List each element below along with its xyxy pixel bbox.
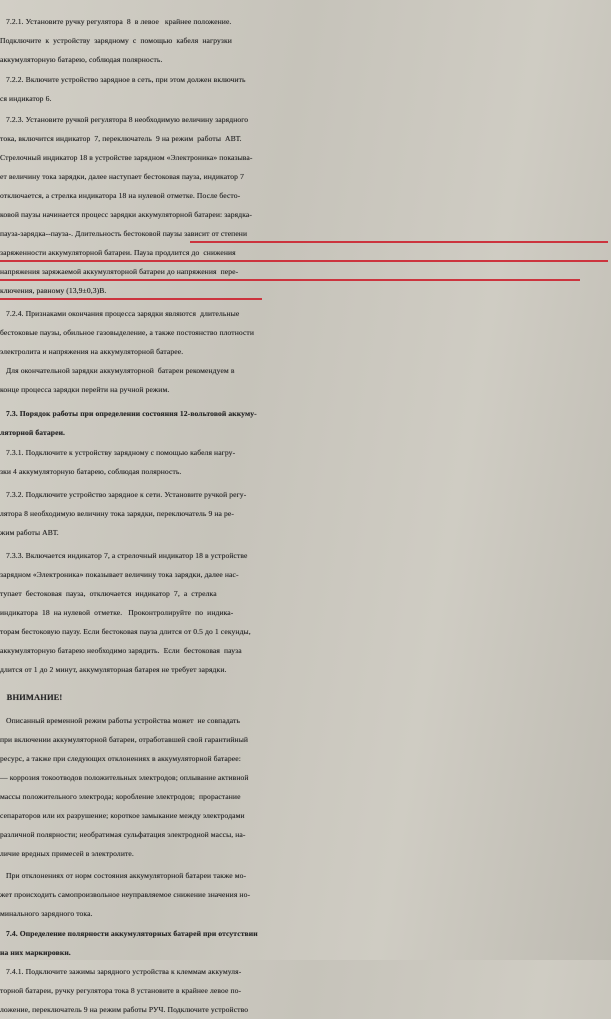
text-line: Стрелочный индикатор 18 в устройстве зарядном «Электроника» показыва- — [0, 153, 253, 162]
text-line: жет происходить самопроизвольное неуправляемое снижение значения но- — [0, 890, 251, 899]
text-line: различной полярности; необратимая сульфатация электродной массы, на- — [0, 830, 246, 839]
text-line: лятора 8 необходимую величину тока зарядки, переключатель 9 на ре- — [0, 509, 235, 518]
text-line: ложение, переключатель 9 на режим работы РУЧ. Подключите устройство — [0, 1005, 249, 1014]
text-line: Подключите к устройству зарядному с помощью кабеля нагрузки — [0, 36, 232, 45]
text-line: пауза-зарядка--пауза-. Длительность бестоковой паузы зависит от степени — [0, 229, 248, 238]
text-line: 7.2.1. Установите ручку регулятора 8 в левое крайнее положение. — [0, 17, 232, 26]
heading-line: 7.3. Порядок работы при определении состояния 12-вольтовой аккуму- — [0, 409, 257, 418]
text-line: ет величину тока зарядки, далее наступает бестоковая пауза, индикатор 7 — [0, 172, 244, 181]
text-line: электролита и напряжения на аккумуляторной батарее. — [0, 347, 184, 356]
text-line: ковой паузы начинается процесс зарядки аккумуляторной батареи: зарядка- — [0, 210, 253, 219]
text-line: 7.4.1. Подключите зажимы зарядного устройства к клеммам аккумуля- — [0, 967, 242, 976]
text-line: массы положительного электрода; коробление электродов; прорастание — [0, 792, 241, 801]
text-line: конце процесса зарядки перейти на ручной режим. — [0, 385, 170, 394]
text-line: 7.2.3. Установите ручкой регулятора 8 необходимую величину зарядного — [0, 115, 249, 124]
text-line: сепараторов или их разрушение; короткое замыкание между электродами — [0, 811, 245, 820]
text-line: Для окончательной зарядки аккумуляторной батареи рекомендуем в — [0, 366, 235, 375]
text-line: ся индикатор 6. — [0, 94, 52, 103]
text-line: — коррозия токоотводов положительных электродов; оплывание активной — [0, 773, 249, 782]
attention-heading: ВНИМАНИЕ! — [0, 692, 63, 702]
text-line: отключается, а стрелка индикатора 18 на нулевой отметке. После бесто- — [0, 191, 241, 200]
text-line: тупает бестоковая пауза, отключается индикатор 7, а стрелка — [0, 589, 217, 598]
text-line: ключения, равному (13,9±0,3)В. — [0, 286, 107, 295]
text-line: аккумуляторную батарею, соблюдая полярность. — [0, 55, 163, 64]
text-line: жим работы АВТ. — [0, 528, 59, 537]
text-line: 7.2.2. Включите устройство зарядное в сеть, при этом должен включить — [0, 75, 246, 84]
text-line: тока, включится индикатор 7, переключатель 9 на режим работы АВТ. — [0, 134, 242, 143]
text-line: личие вредных примесей в электролите. — [0, 849, 134, 858]
text-line: зарядном «Электроника» показывает величину тока зарядки, далее нас- — [0, 570, 239, 579]
text-line: 7.3.1. Подключите к устройству зарядному с помощью кабеля нагру- — [0, 448, 236, 457]
text-line: 7.3.3. Включается индикатор 7, а стрелочный индикатор 18 в устройстве — [0, 551, 248, 560]
text-line: заряженности аккумуляторной батареи. Пауза продлится до снижения — [0, 248, 236, 257]
text-line: зки 4 аккумуляторную батарею, соблюдая полярность. — [0, 467, 182, 476]
text-line: длится от 1 до 2 минут, аккумуляторная батарея не требует зарядки. — [0, 665, 227, 674]
text-line: аккумуляторную батарею необходимо зарядить. Если бестоковая пауза — [0, 646, 242, 655]
heading-line: на них маркировки. — [0, 948, 71, 957]
text-line: бестоковые паузы, обильное газовыделение, а также постоянство плотности — [0, 328, 255, 337]
text-line: торной батареи, ручку регулятора тока 8 установите в крайнее левое по- — [0, 986, 242, 995]
text-line: 7.3.2. Подключите устройство зарядное к сети. Установите ручкой регу- — [0, 490, 247, 499]
text-line: напряжения заряжаемой аккумуляторной батареи до напряжения пере- — [0, 267, 239, 276]
text-line: ресурс, а также при следующих отклонениях в аккумуляторной батарее: — [0, 754, 241, 763]
text-line: 7.2.4. Признаками окончания процесса зарядки являются длительные — [0, 309, 240, 318]
text-line: торам бестоковую паузу. Если бестоковая пауза длится от 0.5 до 1 секунды, — [0, 627, 251, 636]
heading-line: ляторной батареи. — [0, 428, 66, 437]
text-line: При отклонениях от норм состояния аккумуляторной батареи также мо- — [0, 871, 247, 880]
text-line: минального зарядного тока. — [0, 909, 93, 918]
text-line: при включении аккумуляторной батареи, отработавшей свой гарантийный — [0, 735, 249, 744]
text-line: Описанный временной режим работы устройства может не совпадать — [0, 716, 241, 725]
text-line: индикатора 18 на нулевой отметке. Проконтролируйте по индика- — [0, 608, 234, 617]
heading-line: 7.4. Определение полярности аккумуляторных батарей при отсутствии — [0, 929, 258, 938]
